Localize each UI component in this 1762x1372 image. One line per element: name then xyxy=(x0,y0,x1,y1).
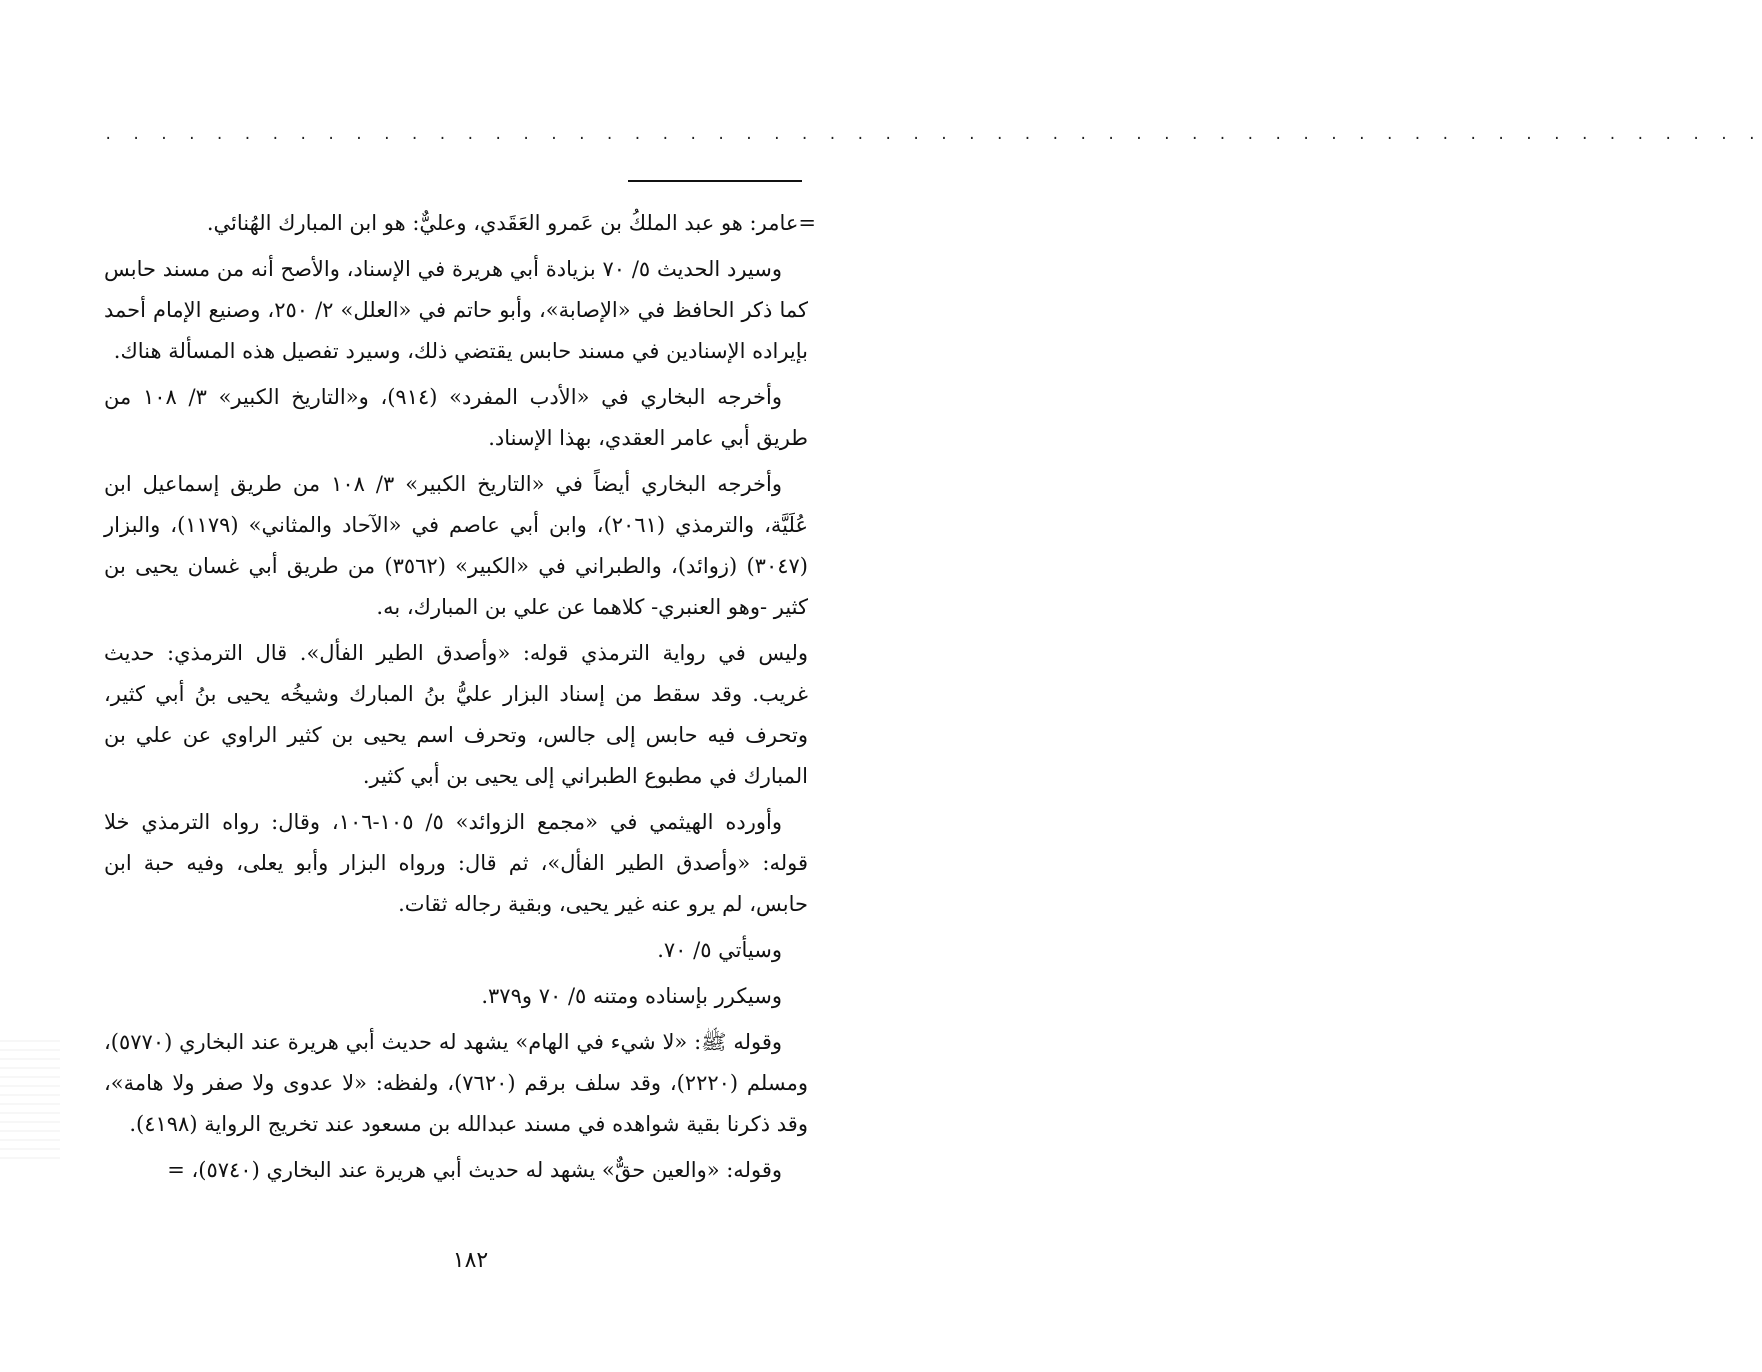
footnote-paragraph: وأخرجه البخاري أيضاً في «التاريخ الكبير» ٣/ ١٠٨ من طريق إسماعيل ابن عُلَيَّة، والترمذي (٢٠٦١)، وابن أبي عاصم في «الآحاد والمثاني» (١١٧٩)، والبزار (٣٠٤٧) (زوائد)، والطبراني في «الكبير» (٣٥٦٢) من طريق أبي غسان يحيى بن كثير -وهو العنبري- كلاهما عن علي بن المبارك، به. xyxy=(104,472,808,619)
footnote-paragraph: وقوله: «والعين حقٌّ» يشهد له حديث أبي هريرة عند البخاري (٥٧٤٠)، = xyxy=(167,1158,782,1182)
footnote-paragraph: وأورده الهيثمي في «مجمع الزوائد» ٥/ ١٠٥-١٠٦، وقال: رواه الترمذي خلا قوله: «وأصدق الطير الفأل»، ثم قال: ورواه البزار وأبو يعلى، وفيه حبة ابن حابس، لم يرو عنه غير يحيى، وبقية رجاله ثقات. xyxy=(104,810,808,916)
footnote-paragraph: وقوله ﷺ: «لا شيء في الهام» يشهد له حديث أبي هريرة عند البخاري (٥٧٧٠)، ومسلم (٢٢٢٠)، وقد سلف برقم (٧٦٢٠)، ولفظه: «لا عدوى ولا صفر ولا هامة»، وقد ذكرنا بقية شواهده في مسند عبدالله بن مسعود عند تخريج الرواية (٤١٩٨). xyxy=(104,1030,808,1136)
separator-dots: . . . . . . . . . . . . . . . . . . . . . . . . . . . . . . . . . . . . . . . . . . . . . . . . . . . . . . . . . . . . xyxy=(104,127,1762,143)
footnote-paragraph: وسيأتي ٥/ ٧٠. xyxy=(657,938,782,962)
scan-bleed-through xyxy=(0,1040,60,1160)
page-number: ١٨٢ xyxy=(452,1248,489,1273)
footnotes-block xyxy=(104,203,816,1196)
footnote-paragraph: =عامر: هو عبد الملكُ بن عَمرو العَقَدي، وعليٌّ: هو ابن المبارك الهُنائي. xyxy=(206,211,816,235)
footnote-paragraph: وأخرجه البخاري في «الأدب المفرد» (٩١٤)، و«التاريخ الكبير» ٣/ ١٠٨ من طريق أبي عامر العقدي، بهذا الإسناد. xyxy=(104,385,808,450)
footnote-paragraph: وسيكرر بإسناده ومتنه ٥/ ٧٠ و٣٧٩. xyxy=(481,984,782,1008)
footnote-paragraph: وليس في رواية الترمذي قوله: «وأصدق الطير الفأل». قال الترمذي: حديث غريب. وقد سقط من إسناد البزار عليُّ بنُ المبارك وشيخُه يحيى بنُ أبي كثير، وتحرف فيه حابس إلى جالس، وتحرف اسم يحيى بن كثير الراوي عن علي بن المبارك في مطبوع الطبراني إلى يحيى بن أبي كثير. xyxy=(104,641,808,788)
footnote-rule xyxy=(628,180,802,182)
footnote-paragraph: وسيرد الحديث ٥/ ٧٠ بزيادة أبي هريرة في الإسناد، والأصح أنه من مسند حابس كما ذكر الحافظ في «الإصابة»، وأبو حاتم في «العلل» ٢/ ٢٥٠، وصنيع الإمام أحمد بإيراده الإسنادين في مسند حابس يقتضي ذلك، وسيرد تفصيل هذه المسألة هناك. xyxy=(104,257,808,363)
